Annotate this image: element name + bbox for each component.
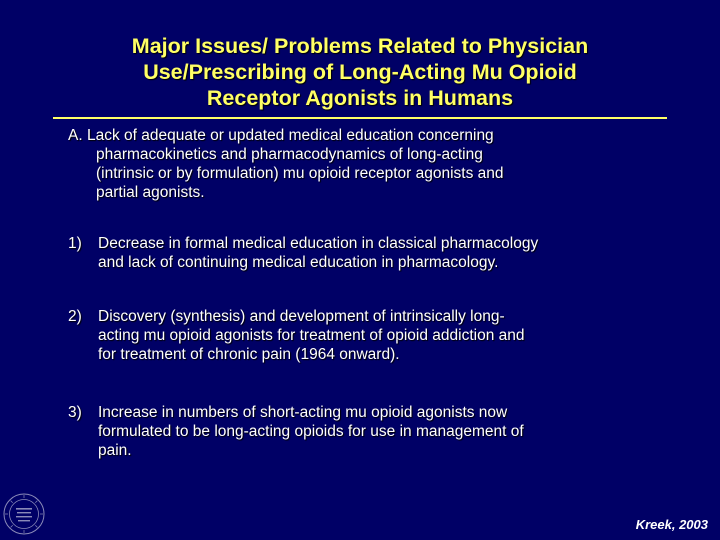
citation: Kreek, 2003 [635,517,708,532]
list-item-line: Increase in numbers of short-acting mu opioid agonists now [98,404,508,421]
title-line: Receptor Agonists in Humans [206,86,514,110]
point-a [68,126,678,202]
point-a-line: A. Lack of adequate or updated medical education concerning [68,127,494,144]
title-line: Use/Prescribing of Long-Acting Mu Opioid [143,60,577,84]
list-item-number: 1) [68,235,82,252]
list-item-line: and lack of continuing medical education in pharmacology. [98,254,499,271]
list-item-line: Decrease in formal medical education in classical pharmacology [98,235,539,252]
point-a-line: pharmacokinetics and pharmacodynamics of long-acting [96,146,483,163]
list-item-line: pain. [98,442,132,459]
list-item-number: 3) [68,404,82,421]
title-line: Major Issues/ Problems Related to Physician [131,34,589,58]
slide-title [40,33,680,111]
point-a-line: partial agonists. [96,184,205,201]
list-item-line: for treatment of chronic pain (1964 onward). [98,346,400,363]
title-divider [53,117,667,119]
university-seal-icon [2,492,46,536]
list-item-line: Discovery (synthesis) and development of intrinsically long- [98,308,505,325]
list-item-line: formulated to be long-acting opioids for use in management of [98,423,524,440]
point-a-line: (intrinsic or by formulation) mu opioid receptor agonists and [96,165,504,182]
list-item-line: acting mu opioid agonists for treatment of opioid addiction and [98,327,525,344]
list-item-number: 2) [68,308,82,325]
